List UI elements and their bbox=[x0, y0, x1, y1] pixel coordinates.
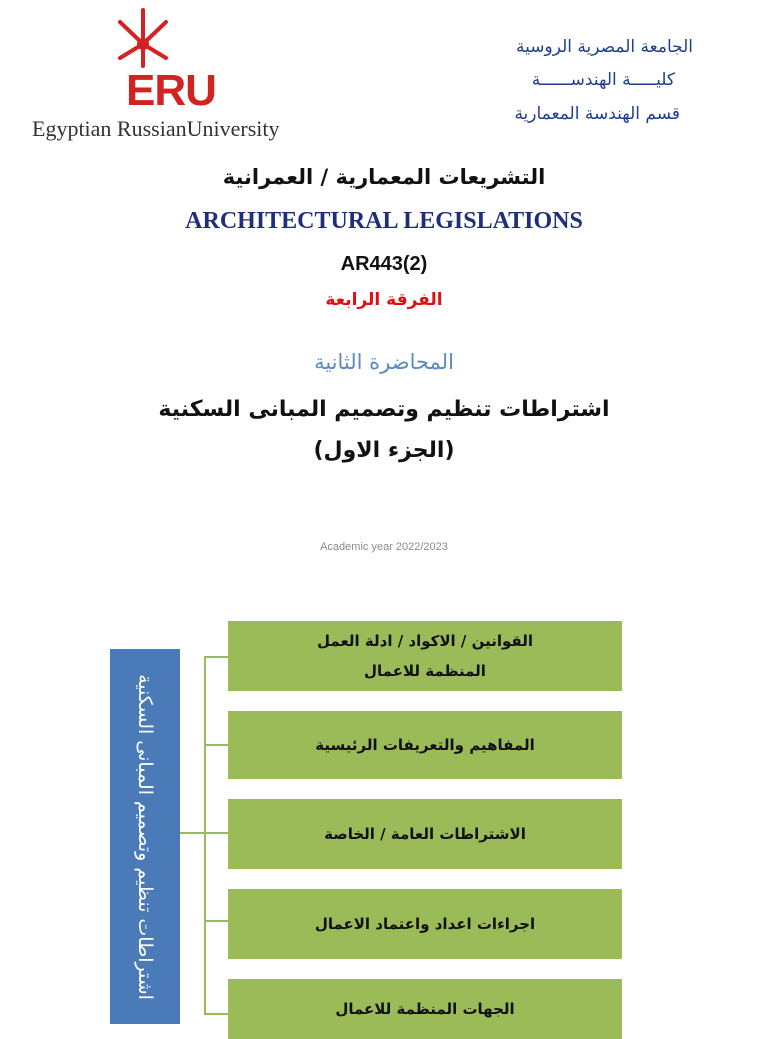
connector-spine bbox=[204, 656, 206, 1015]
connector-branch bbox=[204, 832, 228, 834]
branch-label: الجهات المنظمة للاعمال bbox=[335, 1000, 515, 1018]
diagram-branch-laws bbox=[228, 621, 622, 691]
course-title-english: ARCHITECTURAL LEGISLATIONS bbox=[185, 208, 583, 234]
logo-letters: ERU bbox=[126, 66, 216, 115]
branch-label: القوانين / الاكواد / ادلة العمل bbox=[317, 632, 533, 650]
diagram-root-box bbox=[110, 649, 180, 1024]
logo-caption: Egyptian RussianUniversity bbox=[32, 116, 280, 141]
lecture-number: المحاضرة الثانية bbox=[314, 350, 454, 374]
lecture-part: (الجزء الاول) bbox=[313, 438, 455, 463]
branch-label: اجراءات اعداد واعتماد الاعمال bbox=[314, 915, 536, 933]
year-level: الفرقة الرابعة bbox=[325, 290, 443, 310]
diagram-branch-concepts bbox=[228, 711, 622, 779]
topic-diagram bbox=[0, 615, 768, 1024]
branch-label: المفاهيم والتعريفات الرئيسية bbox=[315, 736, 535, 754]
diagram-branch-authorities bbox=[228, 979, 622, 1039]
connector-branch bbox=[204, 744, 228, 746]
connector-branch bbox=[204, 656, 228, 658]
lecture-topic: اشتراطات تنظيم وتصميم المبانى السكنية bbox=[158, 397, 610, 422]
connector-branch bbox=[204, 1013, 228, 1015]
branch-label: المنظمة للاعمال bbox=[364, 662, 486, 680]
diagram-branch-requirements bbox=[228, 799, 622, 869]
connector-stem bbox=[180, 832, 205, 834]
course-title-arabic: التشريعات المعمارية / العمرانية bbox=[222, 165, 546, 189]
faculty-name: كليـــــة الهندســــــة bbox=[531, 70, 675, 90]
branch-label: الاشتراطات العامة / الخاصة bbox=[324, 825, 526, 843]
academic-year: Academic year 2022/2023 bbox=[320, 541, 448, 553]
university-logo bbox=[20, 8, 300, 153]
course-code: AR443(2) bbox=[340, 253, 428, 275]
department-name: قسم الهندسة المعمارية bbox=[514, 104, 680, 124]
diagram-branch-procedures bbox=[228, 889, 622, 959]
connector-branch bbox=[204, 920, 228, 922]
university-name: الجامعة المصرية الروسية bbox=[516, 37, 693, 57]
diagram-root-label: اشتراطات تنظيم وتصميم المبانى السكنية bbox=[134, 673, 156, 1000]
